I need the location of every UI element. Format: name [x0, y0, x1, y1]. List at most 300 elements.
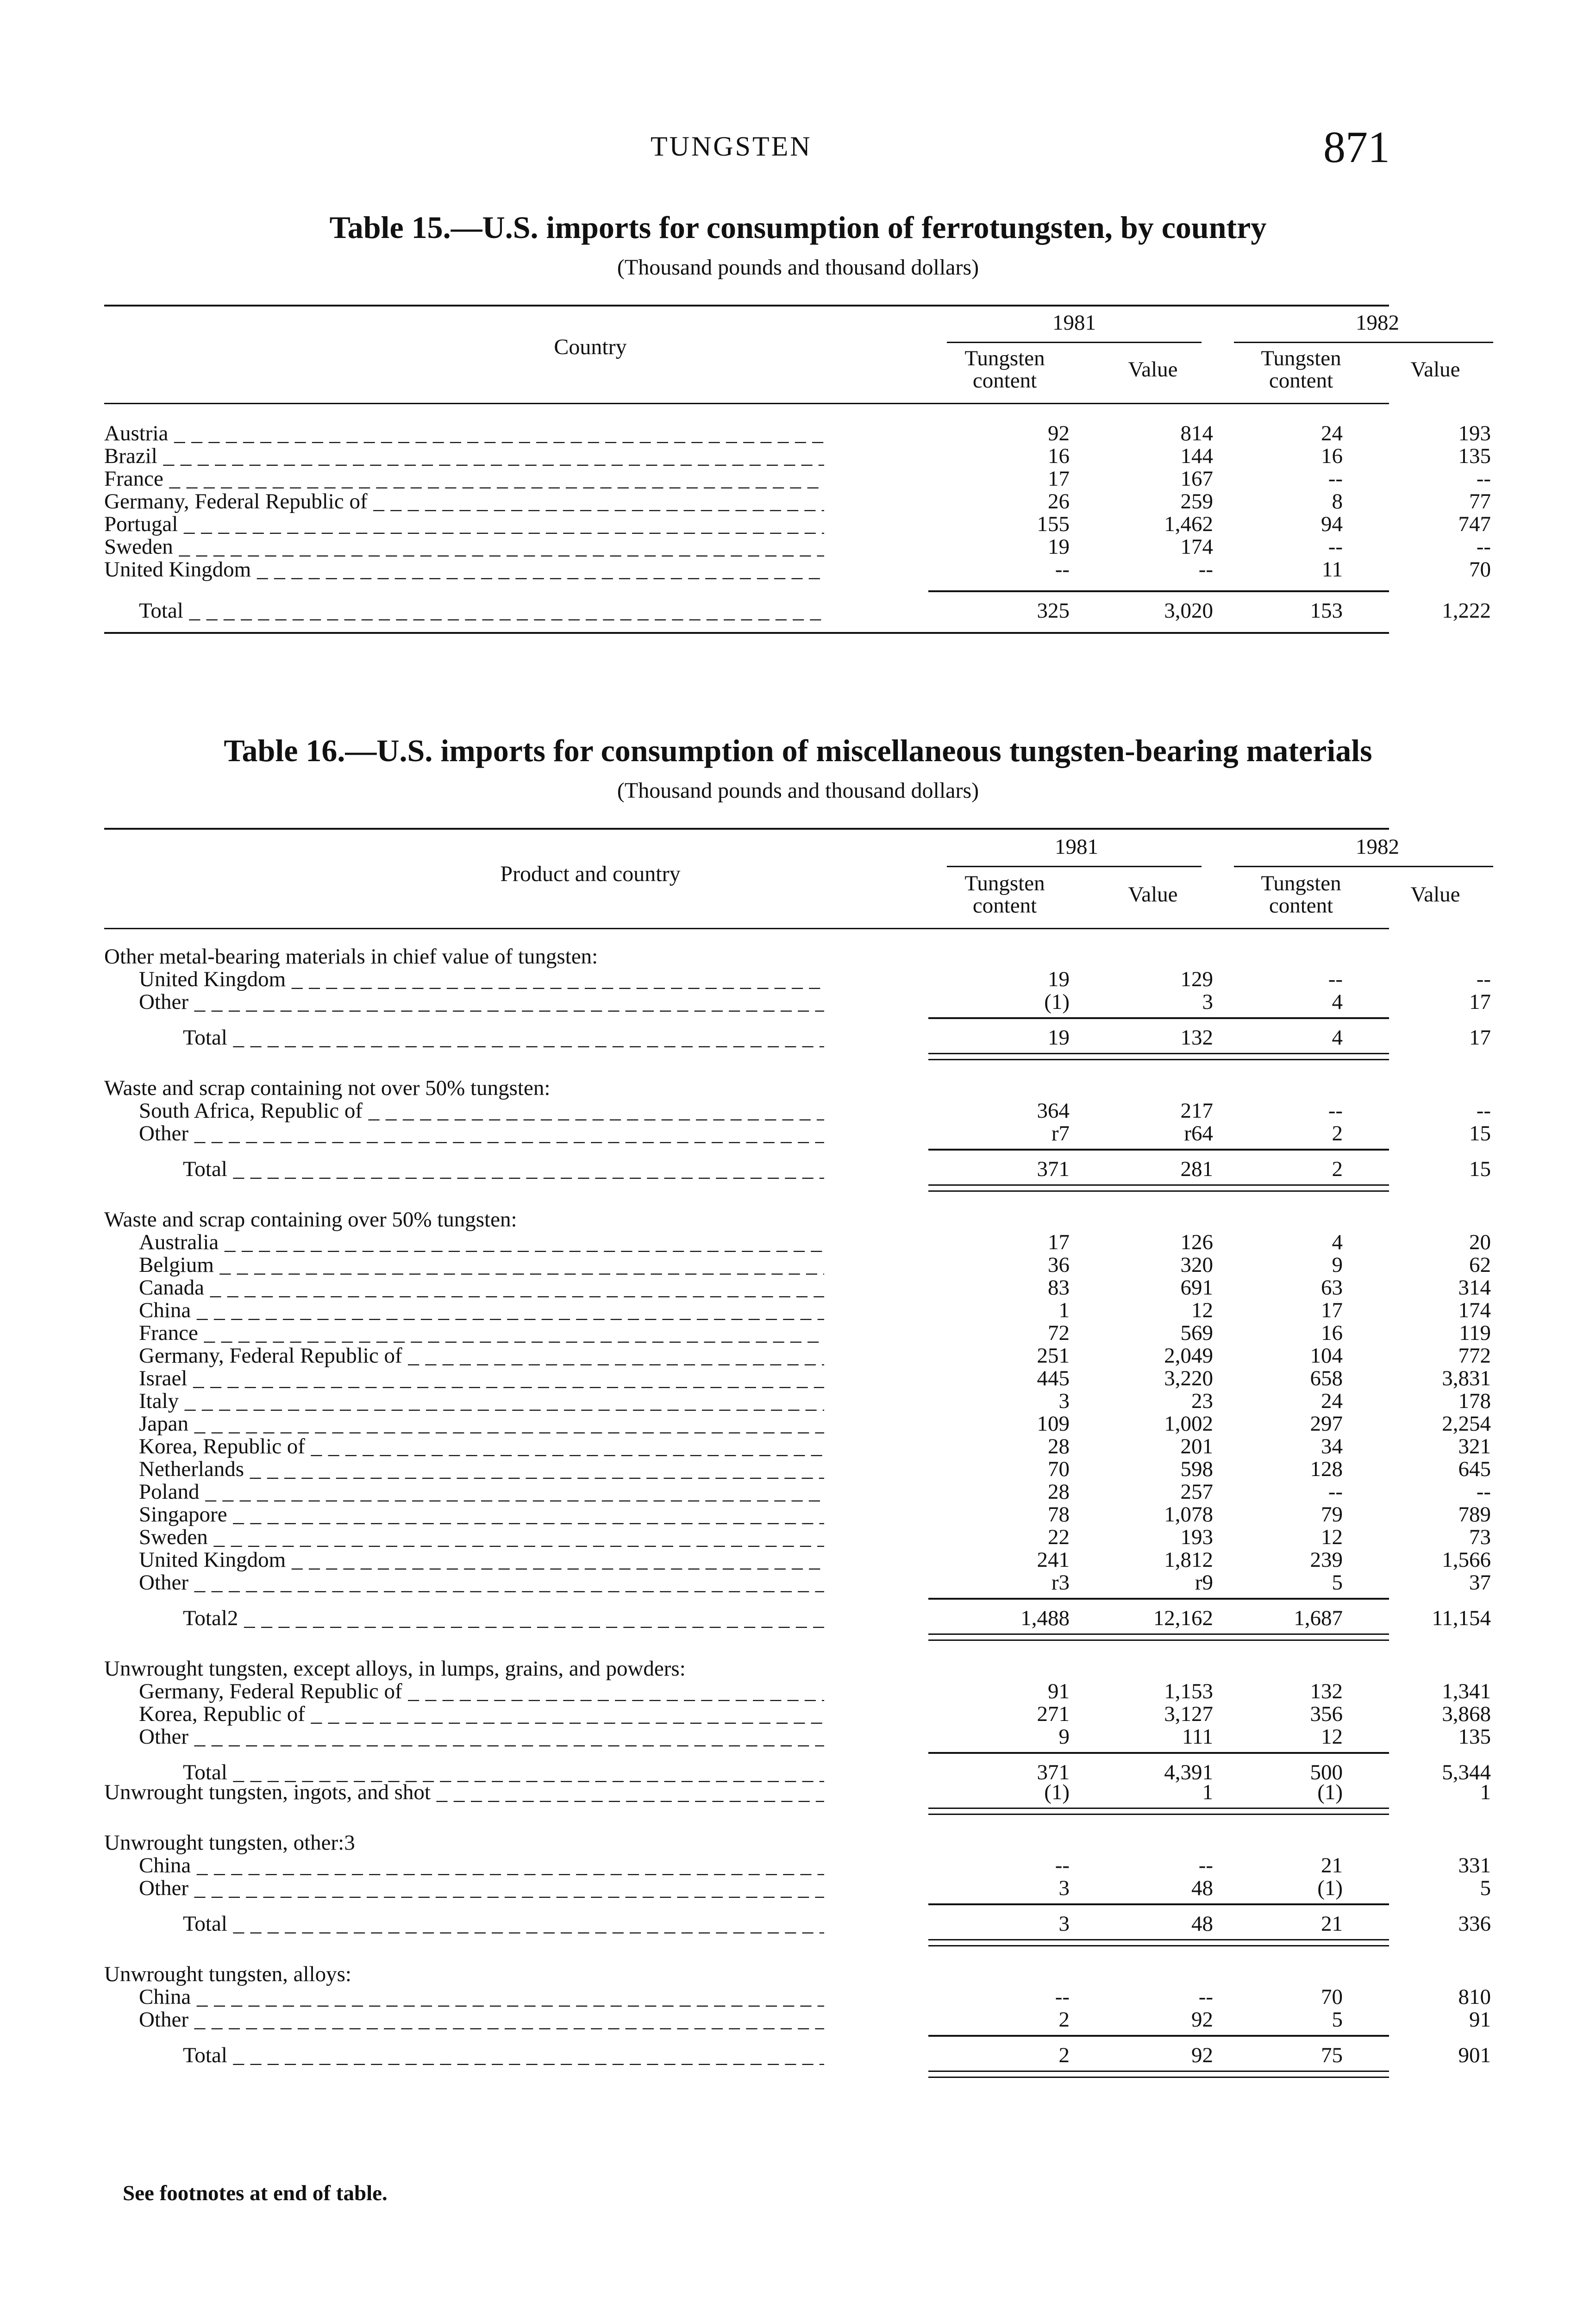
table16-row	[104, 1366, 1491, 1390]
table16-section-rule	[928, 2071, 1389, 2078]
table16-row-value: 3,868	[1442, 1702, 1491, 1726]
table16-row-label: Belgium _ _ _	[139, 1254, 824, 1276]
table15-row-value: 11	[1321, 557, 1343, 582]
table16-row-value: 23	[1191, 1389, 1213, 1413]
table16-total-rule	[928, 1017, 1389, 1019]
table16-row-value: 3	[1202, 990, 1213, 1014]
table16-row-value: --	[1328, 1480, 1343, 1504]
table16-row-value: 62	[1469, 1253, 1491, 1277]
table16-row-value: 20	[1469, 1230, 1491, 1254]
table16-subtitle: (Thousand pounds and thousand dollars)	[617, 778, 979, 803]
table16-row	[104, 1253, 1491, 1277]
table16-total-row-value: 132	[1180, 1026, 1213, 1050]
table16-row-value: 257	[1180, 1480, 1213, 1504]
table16-total-row-value: 4	[1332, 1026, 1343, 1050]
table16-row	[104, 967, 1491, 991]
table16-row	[104, 1230, 1491, 1254]
table15-row-label: Germany, Federal Republic of _ _ _	[104, 490, 824, 513]
table16-row-label: Singapore _ _ _	[139, 1503, 824, 1526]
table16-total-row-label: Total2 _ _ _	[183, 1607, 824, 1630]
table16-row-label: Germany, Federal Republic of _ _ _	[139, 1345, 824, 1367]
table16-row-value: 1	[1058, 1298, 1070, 1322]
table16-total-row-label: Total _ _ _	[183, 1913, 824, 1935]
table16-row-value: 3	[1058, 1389, 1070, 1413]
table15-row-value: --	[1476, 467, 1491, 491]
table16-row-label: United Kingdom _ _ _	[139, 968, 824, 991]
table16-row-value: 78	[1048, 1502, 1070, 1527]
table16-total-row-value: 1,488	[1020, 1606, 1070, 1630]
table16-row-value: (1)	[1044, 990, 1070, 1014]
table15-row-value: 167	[1180, 467, 1213, 491]
table16-total-row-value: 281	[1180, 1157, 1213, 1181]
table16-row-value: 297	[1310, 1412, 1343, 1436]
table16-total-row-label: Total _ _ _	[183, 2044, 824, 2067]
table15-row	[104, 535, 1491, 559]
table15-row	[104, 444, 1491, 468]
table16-year-rule-1981	[947, 866, 1202, 867]
table16-row-value: 104	[1310, 1344, 1343, 1368]
table16-row-value: 241	[1037, 1548, 1070, 1572]
table16-row	[104, 1853, 1491, 1877]
table16-row-label: China _ _ _	[139, 1986, 824, 2008]
table16-row-value: --	[1055, 1985, 1070, 2009]
table16-section-heading	[104, 1832, 1389, 1854]
table16-row	[104, 1780, 1491, 1804]
table16-row-label: Other _ _ _	[139, 1726, 824, 1748]
table16-row	[104, 2008, 1491, 2032]
table15-title: Table 15.—U.S. imports for consumption of ferrotungsten, by country	[329, 210, 1267, 245]
table16-row-value: 79	[1321, 1502, 1343, 1527]
table16-row	[104, 1412, 1491, 1436]
table15-subtitle: (Thousand pounds and thousand dollars)	[617, 255, 979, 280]
table15-total-row-value: 3,020	[1164, 599, 1213, 623]
table16-stub-header: Product and country	[500, 862, 681, 886]
table16-total-row-label: Total _ _ _	[183, 1026, 824, 1049]
table16-row-value: 174	[1458, 1298, 1491, 1322]
table16-row-value: 445	[1037, 1366, 1070, 1390]
table16-row-value: 1,153	[1164, 1679, 1213, 1703]
table16-row-value: 37	[1469, 1570, 1491, 1595]
table16-row-value: (1)	[1317, 1780, 1343, 1804]
table16-row-value: 21	[1321, 1853, 1343, 1877]
table16-total-row-value: 12,162	[1153, 1606, 1213, 1630]
table16-col-value-1982: Value	[1410, 882, 1460, 907]
table16-total-rule	[928, 1752, 1389, 1754]
table16-section-heading	[104, 1963, 1389, 1986]
table16-row-value: 1,002	[1164, 1412, 1213, 1436]
table15-row-label: Sweden _ _ _	[104, 536, 824, 558]
table16-row	[104, 1121, 1491, 1145]
table16-row-value: 12	[1191, 1298, 1213, 1322]
table16-row-value: 2,049	[1164, 1344, 1213, 1368]
table15-col-value-1981: Value	[1128, 357, 1178, 382]
table15-row	[104, 467, 1491, 491]
table16-row-label: Poland _ _ _	[139, 1481, 824, 1503]
table16-total-row-value: 48	[1191, 1912, 1213, 1936]
table16-row-value: 17	[1048, 1230, 1070, 1254]
table16-row-value: 772	[1458, 1344, 1491, 1368]
table16-row-value: 5	[1480, 1876, 1491, 1900]
table15-row-value: --	[1476, 535, 1491, 559]
table16-row-value: r64	[1184, 1121, 1213, 1145]
table16-row-value: 22	[1048, 1525, 1070, 1549]
table16-row-value: 364	[1037, 1099, 1070, 1123]
table16-year-rule-1982	[1234, 866, 1493, 867]
table16-row-value: 3,127	[1164, 1702, 1213, 1726]
table16-row-value: 5	[1332, 1570, 1343, 1595]
table15-row-value: 24	[1321, 421, 1343, 445]
table16-total-row	[104, 1157, 1491, 1181]
table15-header-rule	[104, 403, 1389, 404]
table16-year-1981: 1981	[1055, 835, 1098, 859]
table16-row-value: 128	[1310, 1457, 1343, 1481]
table16-row	[104, 1985, 1491, 2009]
table16-row	[104, 1344, 1491, 1368]
table16-row-label: United Kingdom _ _ _	[139, 1549, 824, 1571]
table16-row-value: 111	[1182, 1725, 1213, 1749]
table16-total-rule	[928, 1903, 1389, 1905]
table16-row-value: 2,254	[1442, 1412, 1491, 1436]
table16-row-value: --	[1198, 1853, 1213, 1877]
table16-total-rule	[928, 2035, 1389, 2037]
table16-total-row-value: 17	[1469, 1026, 1491, 1050]
table16-row-label: Korea, Republic of _ _ _	[139, 1703, 824, 1726]
table16-row-value: 658	[1310, 1366, 1343, 1390]
table16-row-value: 17	[1469, 990, 1491, 1014]
table16-row-label: Netherlands _ _ _	[139, 1458, 824, 1481]
table16-row	[104, 1457, 1491, 1481]
table16-row-value: 16	[1321, 1321, 1343, 1345]
table16-section-heading	[104, 1658, 1389, 1680]
table16-row-value: r9	[1195, 1570, 1213, 1595]
table16-total-row-value: 336	[1458, 1912, 1491, 1936]
table16-row-value: 19	[1048, 967, 1070, 991]
table15-bottom-rule	[104, 632, 1389, 634]
table16-section-heading-label: Unwrought tungsten, other:3	[104, 1832, 355, 1854]
table16-col-tungsten-1981: Tungsten content	[964, 871, 1045, 918]
table16-row-value: --	[1476, 1480, 1491, 1504]
table16-row-value: 63	[1321, 1276, 1343, 1300]
table16-row-value: 5	[1332, 2008, 1343, 2032]
table16-row-value: 321	[1458, 1434, 1491, 1458]
table15-row-label: France _ _ _	[104, 468, 824, 490]
table16-row-label: Unwrought tungsten, ingots, and shot _ _ _	[104, 1781, 824, 1804]
table15-row-value: 155	[1037, 512, 1070, 536]
table16-row	[104, 990, 1491, 1014]
table16-row-label: Japan _ _ _	[139, 1413, 824, 1435]
table16-row-value: r7	[1051, 1121, 1070, 1145]
table16-row-value: 83	[1048, 1276, 1070, 1300]
table16-row-value: 645	[1458, 1457, 1491, 1481]
table15-year-1982: 1982	[1356, 311, 1399, 335]
table16-row-label: Australia _ _ _	[139, 1231, 824, 1254]
table15-row-value: 747	[1458, 512, 1491, 536]
table16-row-value: 1,078	[1164, 1502, 1213, 1527]
table16-row-value: 72	[1048, 1321, 1070, 1345]
table16-row	[104, 1525, 1491, 1549]
table16-row-value: --	[1476, 967, 1491, 991]
table15-row-label: Brazil _ _ _	[104, 445, 824, 468]
table16-row-value: 28	[1048, 1434, 1070, 1458]
table16-total-row-label: Total _ _ _	[183, 1158, 824, 1181]
table16-row-value: 1	[1202, 1780, 1213, 1804]
table16-total-row-value: 15	[1469, 1157, 1491, 1181]
table16-section-rule	[928, 1633, 1389, 1641]
table16-section-heading-label: Waste and scrap containing over 50% tungsten:	[104, 1208, 517, 1231]
table15-row-value: 8	[1332, 489, 1343, 513]
table16-row-value: 70	[1321, 1985, 1343, 2009]
table16-section-heading-label: Unwrought tungsten, alloys:	[104, 1963, 351, 1986]
table15-row-value: --	[1198, 557, 1213, 582]
table16-col-value-1981: Value	[1128, 882, 1178, 907]
table16-row-value: 109	[1037, 1412, 1070, 1436]
table16-total-row-value: 11,154	[1432, 1606, 1491, 1630]
table15-row-value: 16	[1321, 444, 1343, 468]
table16-total-row-value: 500	[1310, 1760, 1343, 1784]
table15-row-value: 26	[1048, 489, 1070, 513]
table16-row-value: 1,812	[1164, 1548, 1213, 1572]
table16-row-value: 24	[1321, 1389, 1343, 1413]
table16-row-label: Other _ _ _	[139, 1571, 824, 1594]
table16-row	[104, 1480, 1491, 1504]
table16-row-label: Other _ _ _	[139, 991, 824, 1014]
table16-row	[104, 1679, 1491, 1703]
table16-total-row	[104, 1606, 1491, 1630]
table16-total-row-value: 901	[1458, 2043, 1491, 2067]
table16-row-value: 598	[1180, 1457, 1213, 1481]
table16-section-heading	[104, 1208, 1389, 1231]
table16-row	[104, 1099, 1491, 1123]
table16-row	[104, 1502, 1491, 1527]
table15-stub-header: Country	[554, 335, 627, 359]
table16-row-value: --	[1055, 1853, 1070, 1877]
table15-col-tungsten-1981: Tungsten content	[964, 346, 1045, 393]
table16	[104, 824, 1491, 2167]
table16-total-row	[104, 1026, 1491, 1050]
table16-total-row-value: 3	[1058, 1912, 1070, 1936]
table15-row	[104, 489, 1491, 513]
table15-year-rule-1982	[1234, 342, 1493, 343]
table16-total-row-value: 4,391	[1164, 1760, 1213, 1784]
table16-section-heading-label: Waste and scrap containing not over 50% tungsten:	[104, 1077, 551, 1100]
table15-row-value: 259	[1180, 489, 1213, 513]
table16-row-value: 3	[1058, 1876, 1070, 1900]
table16-row-value: 193	[1180, 1525, 1213, 1549]
table16-row-value: 691	[1180, 1276, 1213, 1300]
table15-row-value: 19	[1048, 535, 1070, 559]
table16-row-value: (1)	[1317, 1876, 1343, 1900]
table16-total-row	[104, 1760, 1491, 1784]
table16-row-label: Other _ _ _	[139, 2008, 824, 2031]
table16-row-value: 789	[1458, 1502, 1491, 1527]
table16-row-value: 314	[1458, 1276, 1491, 1300]
table15-row-value: 174	[1180, 535, 1213, 559]
table15-row-value: 1,462	[1164, 512, 1213, 536]
table16-row-value: 569	[1180, 1321, 1213, 1345]
table15-col-value-1982: Value	[1410, 357, 1460, 382]
table16-row-value: 4	[1332, 990, 1343, 1014]
table16-row-value: 17	[1321, 1298, 1343, 1322]
table16-row-value: 2	[1058, 2008, 1070, 2032]
table16-row-label: Italy _ _ _	[139, 1390, 824, 1413]
table15-total-row-value: 153	[1310, 599, 1343, 623]
table15-row	[104, 512, 1491, 536]
table16-row-value: 92	[1191, 2008, 1213, 2032]
table16-row-value: 126	[1180, 1230, 1213, 1254]
table16-row	[104, 1548, 1491, 1572]
table16-section-rule	[928, 1808, 1389, 1815]
table15-total-row-label: Total _ _ _	[139, 600, 824, 622]
table15-row-value: 94	[1321, 512, 1343, 536]
table15-total-rule	[928, 590, 1389, 592]
table16-row-label: Other _ _ _	[139, 1877, 824, 1900]
table16-row	[104, 1570, 1491, 1595]
table16-row-value: --	[1328, 1099, 1343, 1123]
table16-total-row-value: 2	[1058, 2043, 1070, 2067]
table15-row-value: 70	[1469, 557, 1491, 582]
table16-row-label: France _ _ _	[139, 1322, 824, 1345]
table15-row-label: Portugal _ _ _	[104, 513, 824, 536]
table16-row-value: 15	[1469, 1121, 1491, 1145]
table16-row	[104, 1434, 1491, 1458]
table16-row	[104, 1321, 1491, 1345]
table16-row	[104, 1725, 1491, 1749]
table16-row-label: Other _ _ _	[139, 1122, 824, 1145]
table16-row	[104, 1876, 1491, 1900]
table16-row-value: 217	[1180, 1099, 1213, 1123]
table16-row	[104, 1276, 1491, 1300]
table16-row-value: 70	[1048, 1457, 1070, 1481]
table15-row-value: 814	[1180, 421, 1213, 445]
table16-row-value: 320	[1180, 1253, 1213, 1277]
table15-row-value: 193	[1458, 421, 1491, 445]
table16-row-value: 9	[1332, 1253, 1343, 1277]
table16-total-row-value: 1,687	[1294, 1606, 1343, 1630]
table16-total-row	[104, 1912, 1491, 1936]
table15-row-value: --	[1328, 467, 1343, 491]
table16-row-label: China _ _ _	[139, 1299, 824, 1322]
table16-row-value: 1	[1480, 1780, 1491, 1804]
table16-row-value: 271	[1037, 1702, 1070, 1726]
table16-total-row	[104, 2043, 1491, 2067]
table15-year-1981: 1981	[1052, 311, 1096, 335]
table16-total-row-value: 371	[1037, 1760, 1070, 1784]
table16-row-value: 119	[1459, 1321, 1491, 1345]
table15	[104, 301, 1491, 653]
table15-row-value: --	[1055, 557, 1070, 582]
table16-row-value: 201	[1180, 1434, 1213, 1458]
table16-row-value: --	[1476, 1099, 1491, 1123]
table16-row	[104, 1702, 1491, 1726]
table16-row-value: 36	[1048, 1253, 1070, 1277]
table15-total-row-value: 325	[1037, 599, 1070, 623]
table15-row-label: United Kingdom _ _ _	[104, 558, 824, 581]
table16-col-tungsten-1982: Tungsten content	[1261, 871, 1341, 918]
table15-year-rule-1981	[947, 342, 1202, 343]
table16-top-rule	[104, 828, 1389, 830]
table16-section-rule	[928, 1939, 1389, 1946]
page-header	[0, 121, 1596, 177]
table15-row-label: Austria _ _ _	[104, 422, 824, 445]
table16-row-value: 810	[1458, 1985, 1491, 2009]
table15-row	[104, 557, 1491, 582]
table16-row-label: Germany, Federal Republic of _ _ _	[139, 1680, 824, 1703]
table16-total-rule	[928, 1598, 1389, 1600]
table16-row	[104, 1389, 1491, 1413]
table16-row-value: 48	[1191, 1876, 1213, 1900]
table16-row-value: 3,220	[1164, 1366, 1213, 1390]
table15-total-row	[104, 599, 1491, 623]
footnote: See footnotes at end of table.	[123, 2181, 388, 2205]
table16-total-row-value: 92	[1191, 2043, 1213, 2067]
table15-row-value: 17	[1048, 467, 1070, 491]
table16-row-value: (1)	[1044, 1780, 1070, 1804]
table16-row-label: Korea, Republic of _ _ _	[139, 1435, 824, 1458]
table16-row-value: 251	[1037, 1344, 1070, 1368]
table16-total-row-value: 2	[1332, 1157, 1343, 1181]
table16-total-row-value: 5,344	[1442, 1760, 1491, 1784]
table15-top-rule	[104, 305, 1389, 307]
table16-total-rule	[928, 1149, 1389, 1151]
table16-row-value: 3,831	[1442, 1366, 1491, 1390]
table15-row-value: --	[1328, 535, 1343, 559]
table16-row-value: 91	[1048, 1679, 1070, 1703]
page-number: 871	[1323, 122, 1390, 172]
table16-row-value: 1,341	[1442, 1679, 1491, 1703]
table16-row-value: 34	[1321, 1434, 1343, 1458]
table15-row-value: 135	[1458, 444, 1491, 468]
table16-row	[104, 1298, 1491, 1322]
table16-row-value: 28	[1048, 1480, 1070, 1504]
table16-row-label: Sweden _ _ _	[139, 1526, 824, 1549]
table16-title: Table 16.—U.S. imports for consumption of miscellaneous tungsten-bearing materials	[224, 733, 1372, 768]
table16-section-heading	[104, 945, 1389, 968]
table16-header-rule	[104, 928, 1389, 929]
table16-section-rule	[928, 1184, 1389, 1192]
table16-row-value: 331	[1458, 1853, 1491, 1877]
table16-row-value: 132	[1310, 1679, 1343, 1703]
table15-row-value: 16	[1048, 444, 1070, 468]
table16-row-value: --	[1328, 967, 1343, 991]
table16-row-value: 178	[1458, 1389, 1491, 1413]
table15-row-value: 92	[1048, 421, 1070, 445]
table15-row	[104, 421, 1491, 445]
table16-row-value: 4	[1332, 1230, 1343, 1254]
table16-total-row-value: 371	[1037, 1157, 1070, 1181]
table16-row-value: 9	[1058, 1725, 1070, 1749]
table16-row-value: 2	[1332, 1121, 1343, 1145]
table16-row-label: South Africa, Republic of _ _ _	[139, 1100, 824, 1122]
table16-row-value: 129	[1180, 967, 1213, 991]
table16-row-value: 12	[1321, 1525, 1343, 1549]
table16-row-value: --	[1198, 1985, 1213, 2009]
table16-year-1982: 1982	[1356, 835, 1399, 859]
table15-col-tungsten-1982: Tungsten content	[1261, 346, 1341, 393]
table15-row-value: 77	[1469, 489, 1491, 513]
table16-section-heading-label: Unwrought tungsten, except alloys, in lumps, grains, and powders:	[104, 1658, 686, 1680]
table16-section-heading-label: Other metal-bearing materials in chief value of tungsten:	[104, 945, 598, 968]
running-title: TUNGSTEN	[651, 131, 812, 162]
table16-row-label: China _ _ _	[139, 1854, 824, 1877]
table15-total-row-value: 1,222	[1442, 599, 1491, 623]
table16-row-label: Israel _ _ _	[139, 1367, 824, 1390]
table16-total-row-value: 21	[1321, 1912, 1343, 1936]
table16-total-row-label: Total _ _ _	[183, 1761, 824, 1784]
table16-row-label: Canada _ _ _	[139, 1276, 824, 1299]
table16-row-value: 1,566	[1442, 1548, 1491, 1572]
table16-row-value: 91	[1469, 2008, 1491, 2032]
table16-row-value: 73	[1469, 1525, 1491, 1549]
